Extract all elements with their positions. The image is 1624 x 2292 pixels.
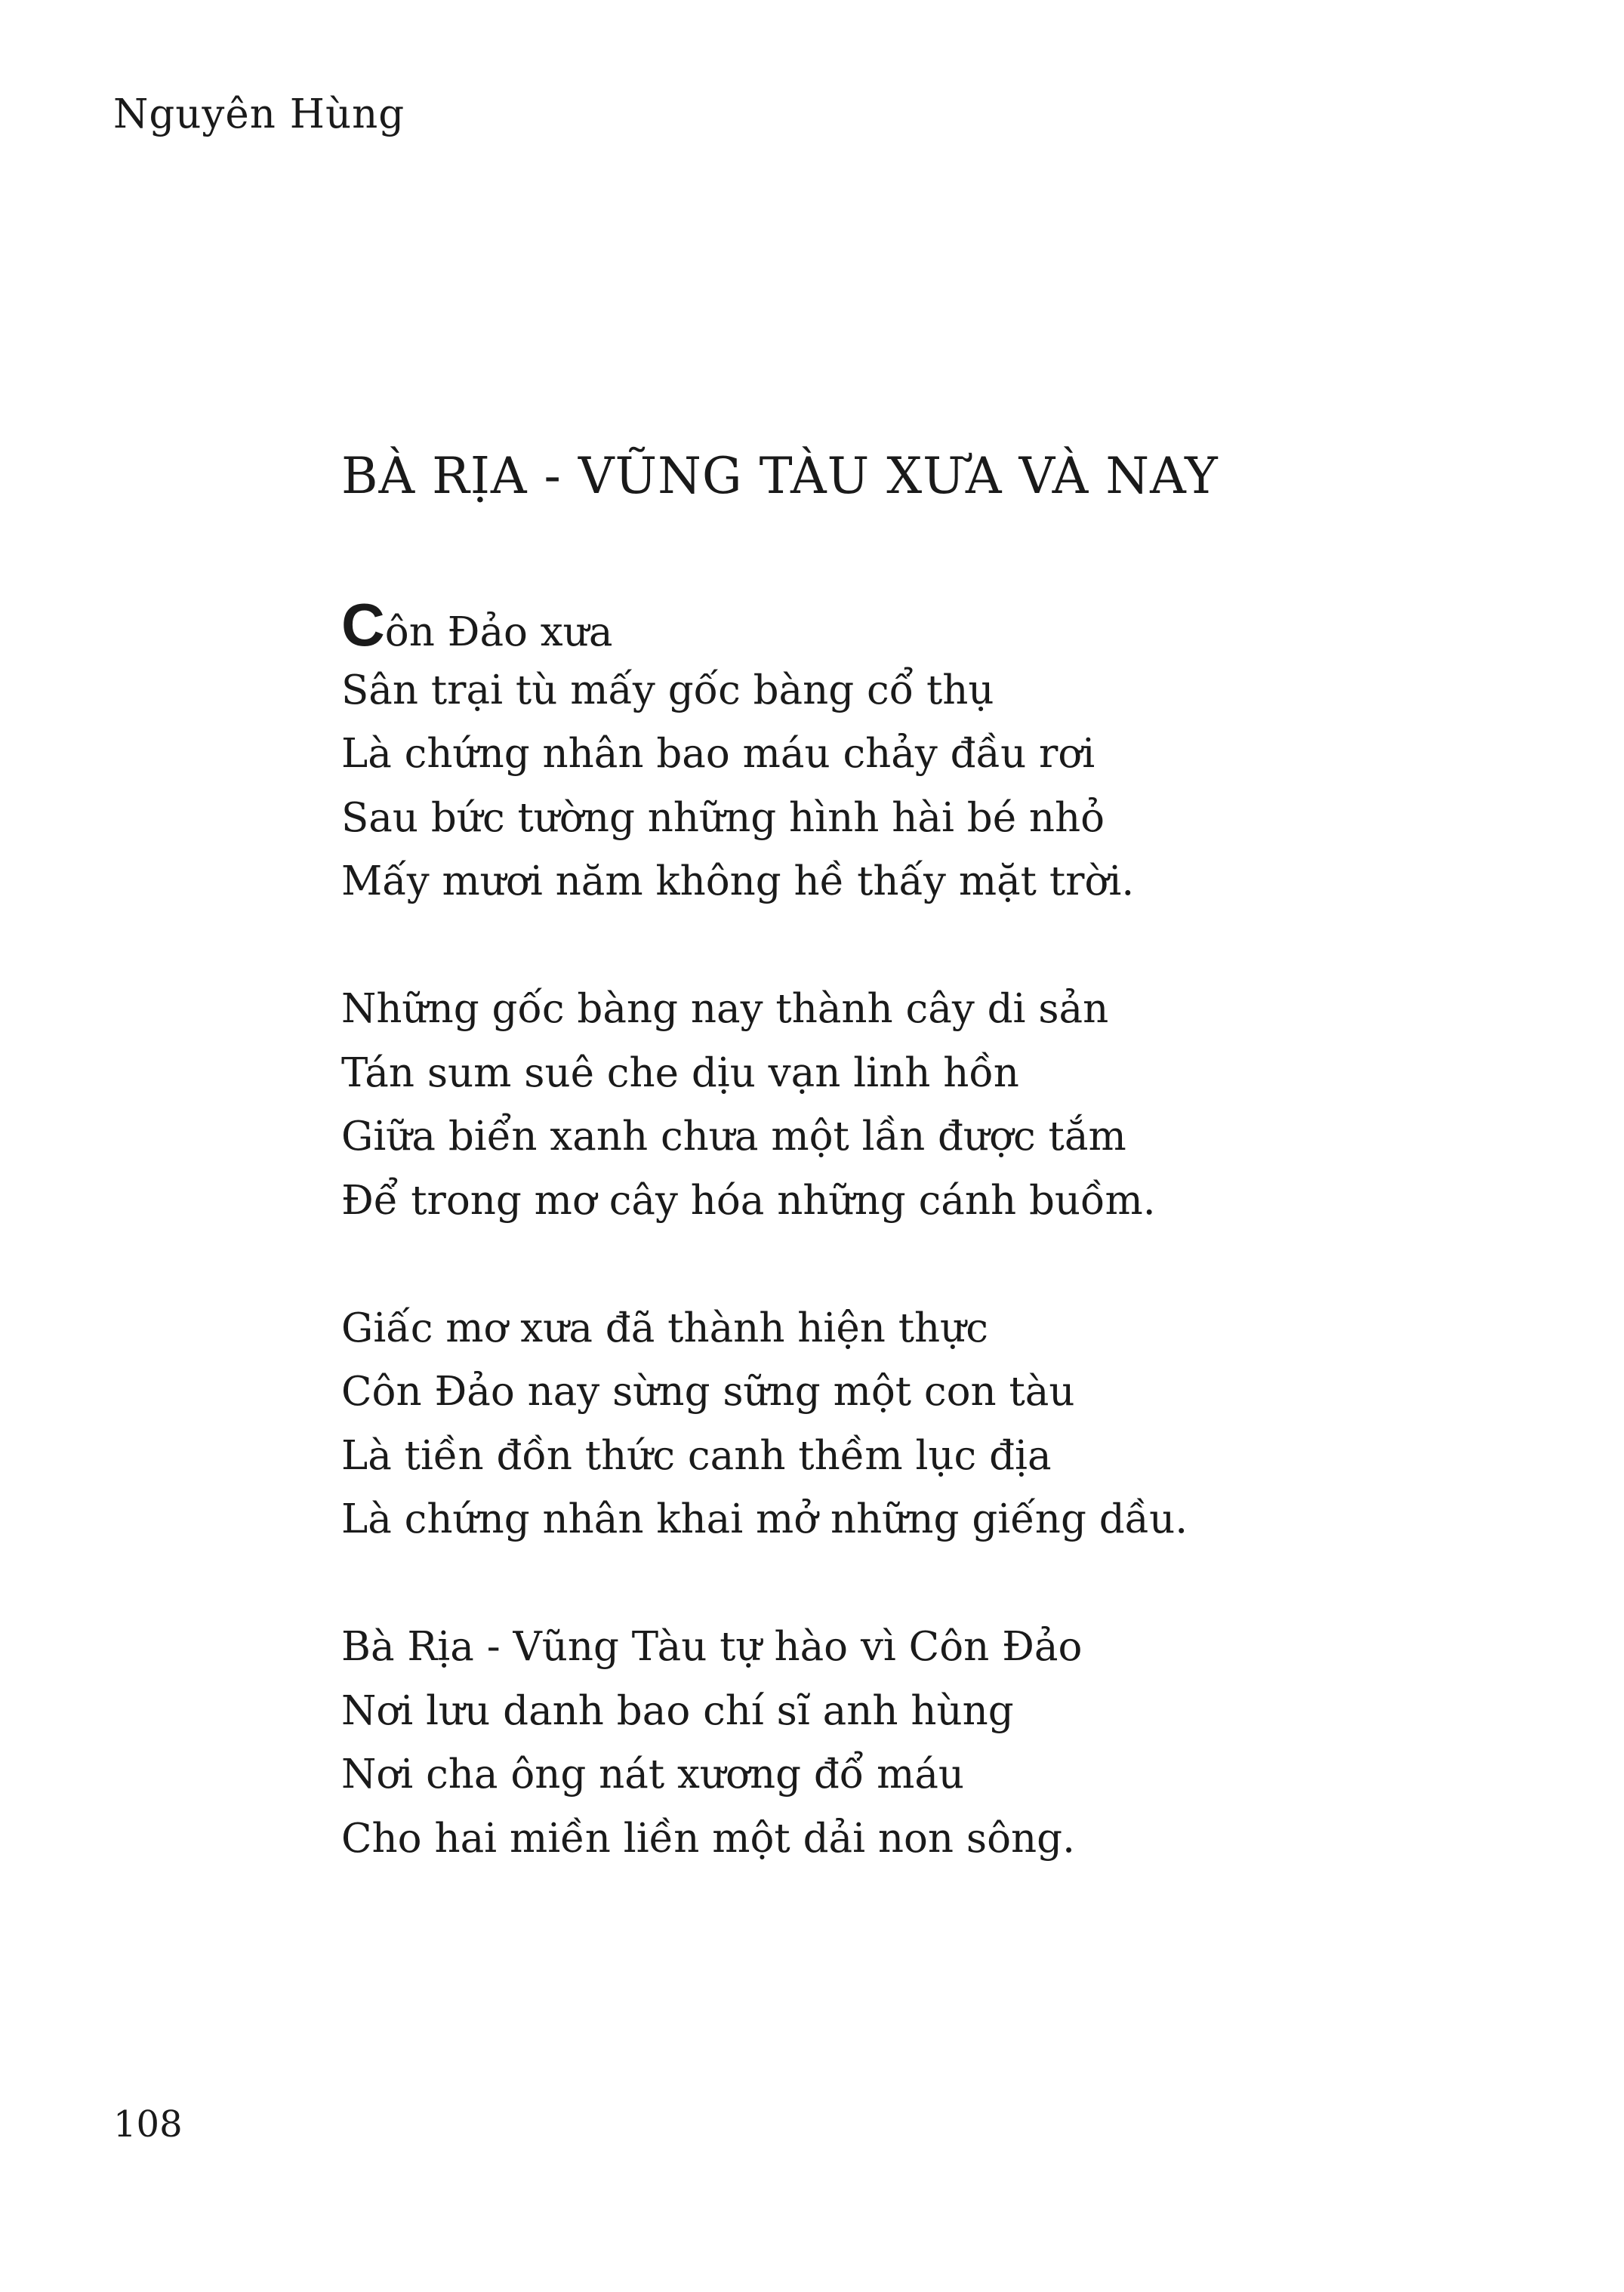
poem-title: BÀ RỊA - VŨNG TÀU XƯA VÀ NAY <box>341 447 1219 505</box>
poem-line: Sân trại tù mấy gốc bàng cổ thụ <box>341 667 994 713</box>
poem-line: Côn Đảo nay sừng sững một con tàu <box>341 1369 1075 1415</box>
poem-stanza-1 <box>341 591 1188 914</box>
poem-line: Những gốc bàng nay thành cây di sản <box>341 986 1109 1032</box>
poem-line: Nơi lưu danh bao chí sĩ anh hùng <box>341 1687 1014 1734</box>
poem-body <box>341 591 1188 1871</box>
poem-stanza-3 <box>341 1297 1188 1552</box>
poem-line: Giấc mơ xưa đã thành hiện thực <box>341 1305 988 1351</box>
poem-line: Nơi cha ông nát xương đổ máu <box>341 1751 965 1798</box>
poem-line: Là chứng nhân khai mở những giếng dầu. <box>341 1496 1188 1542</box>
poem-line: Để trong mơ cây hóa những cánh buồm. <box>341 1177 1156 1224</box>
running-head-author: Nguyên Hùng <box>113 91 405 137</box>
opening-line-text: ôn Đảo xưa <box>384 609 613 655</box>
poem-line-opening <box>341 591 1188 659</box>
poem-line: Là tiền đồn thức canh thềm lục địa <box>341 1432 1052 1479</box>
poem-line: Giữa biển xanh chưa một lần được tắm <box>341 1114 1126 1160</box>
poem-stanza-2 <box>341 978 1188 1233</box>
poem-line: Cho hai miền liền một dải non sông. <box>341 1815 1075 1862</box>
poem-line: Tán sum suê che dịu vạn linh hồn <box>341 1049 1019 1096</box>
poem-stanza-4 <box>341 1616 1188 1871</box>
poem-line: Là chứng nhân bao máu chảy đầu rơi <box>341 731 1096 777</box>
poem-line: Mấy mươi năm không hề thấy mặt trời. <box>341 858 1135 904</box>
page-number: 108 <box>113 2103 183 2146</box>
drop-cap: C <box>341 591 385 658</box>
poem-line: Sau bức tường những hình hài bé nhỏ <box>341 794 1105 841</box>
poem-line: Bà Rịa - Vũng Tàu tự hào vì Côn Đảo <box>341 1624 1083 1670</box>
